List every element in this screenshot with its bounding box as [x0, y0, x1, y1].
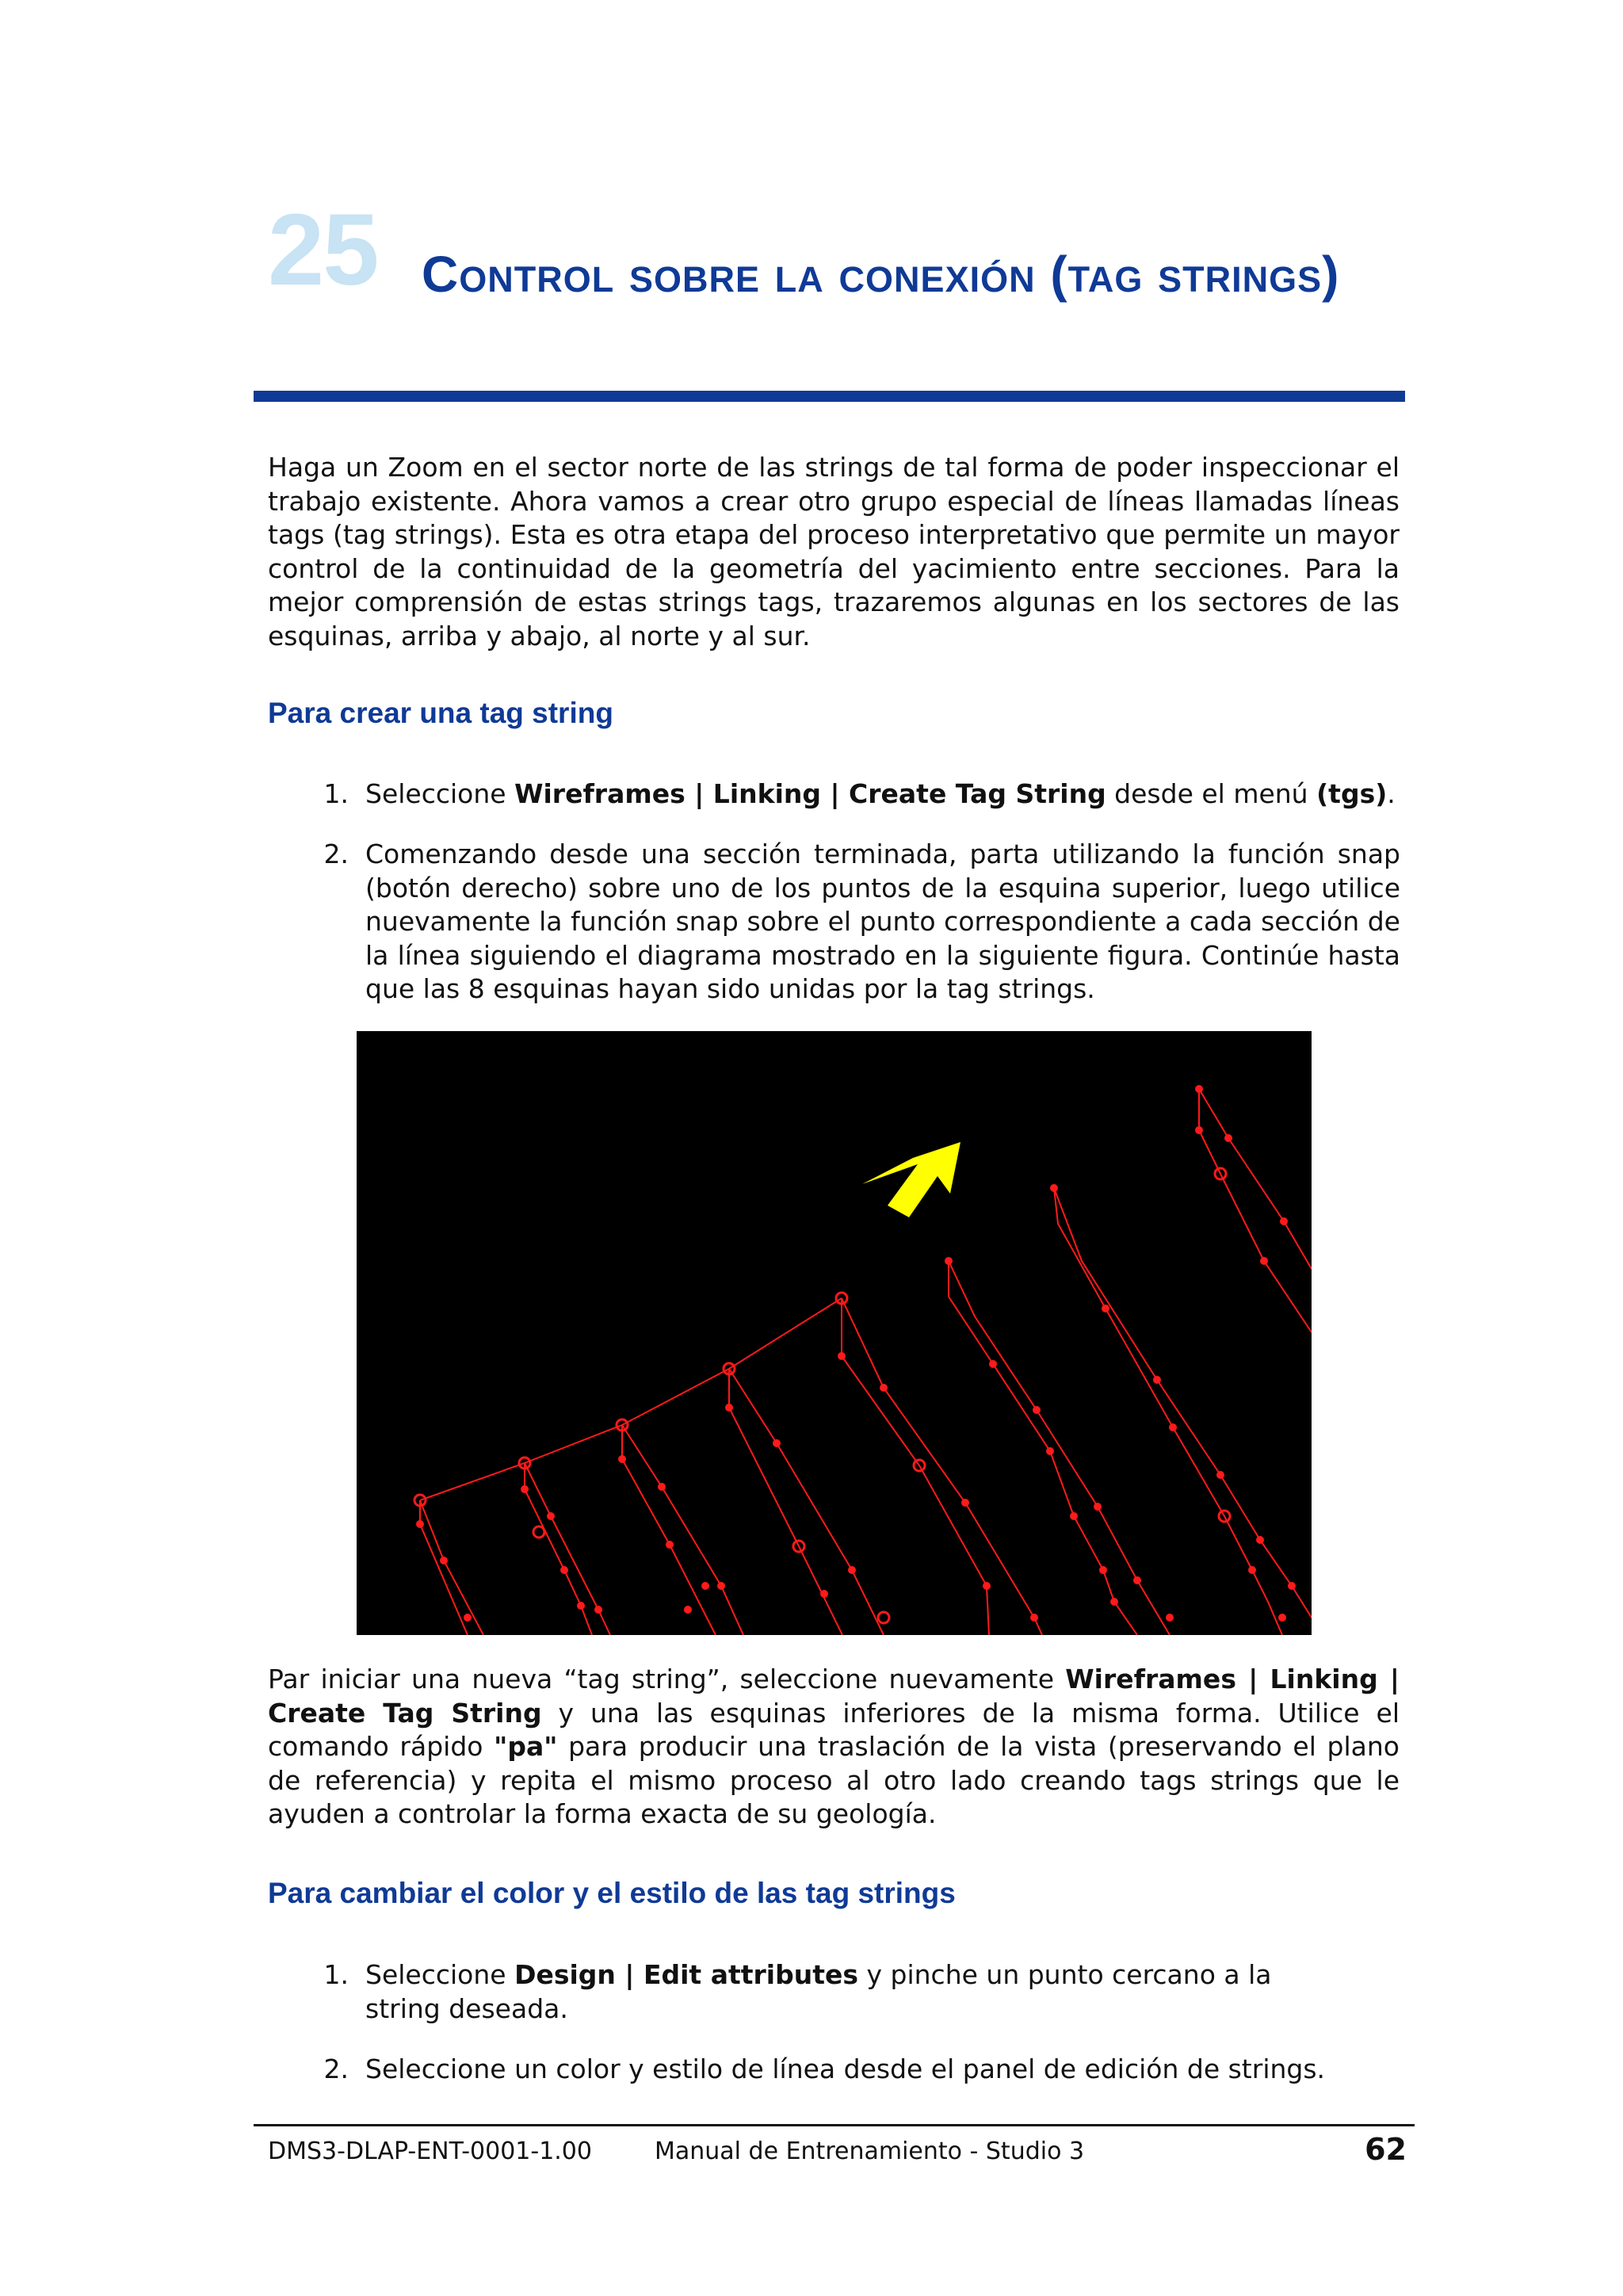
string-vertex-marker	[702, 1583, 708, 1589]
string-vertex-marker	[726, 1404, 732, 1411]
section-line	[1199, 1089, 1312, 1332]
section-line	[1054, 1188, 1282, 1635]
string-vertex-marker	[773, 1440, 780, 1446]
section-line	[622, 1425, 716, 1635]
string-vertex-marker	[945, 1258, 952, 1264]
string-vertex-marker	[1167, 1614, 1173, 1621]
string-vertex-marker	[1196, 1127, 1202, 1133]
menu-command: Wireframes | Linking | Create Tag String	[514, 778, 1106, 809]
string-vertex-marker	[1196, 1086, 1202, 1092]
string-vertex-marker	[1281, 1218, 1287, 1224]
step-text: Comenzando desde una sección terminada, parta utilizando la función snap (botón derecho) sobre uno de los puntos de la esquina superior, luego utilice nuevamente la función snap sobre el punto correspondiente a cada sección de la línea siguiendo el diagrama mostrado en la siguiente figura. Continúe hasta que las 8 esquinas hayan sido unidas por la tag strings.	[365, 839, 1400, 1004]
string-vertex-marker	[685, 1606, 691, 1613]
section-heading-change-color: Para cambiar el color y el estilo de las tag strings	[268, 1877, 956, 1909]
arrow-up-right-icon	[862, 1142, 960, 1217]
paragraph-new-tag-string: Par iniciar una nueva “tag string”, seleccione nuevamente Wireframes | Linking | Create Tag String y una las esquinas inferiores de la misma forma. Utilice el comando rápido "pa" para producir una traslación de la vista (preservando el plano de referencia) y repita el mismo proceso al otro lado creando tags strings que le ayuden a controlar la forma exacta de su geología.	[268, 1664, 1400, 1829]
tag-string-line	[420, 1298, 842, 1500]
step-number: 1.	[323, 778, 349, 809]
string-vertex-marker	[1033, 1407, 1040, 1413]
section-heading-create-tag-string: Para crear una tag string	[268, 697, 613, 729]
section-line	[842, 1298, 1042, 1635]
wireframe-view	[357, 1031, 1312, 1635]
string-vertex-marker	[1249, 1567, 1255, 1573]
string-vertex-marker	[1102, 1305, 1109, 1312]
string-vertex-marker	[561, 1567, 567, 1573]
string-vertex-marker	[838, 1353, 845, 1359]
string-vertex-marker	[849, 1567, 855, 1573]
string-vertex-marker	[878, 1612, 889, 1623]
shortcut-code: (tgs)	[1316, 778, 1388, 809]
page-number: 62	[1365, 2132, 1407, 2167]
string-vertex-marker	[1047, 1448, 1053, 1454]
string-vertex-marker	[1170, 1424, 1176, 1431]
menu-command: Design | Edit attributes	[514, 1959, 859, 1990]
section-line	[622, 1425, 743, 1635]
string-vertex-marker	[962, 1499, 968, 1506]
string-vertex-marker	[1217, 1472, 1224, 1478]
section-line	[1054, 1188, 1312, 1618]
string-vertex-marker	[464, 1614, 471, 1621]
string-vertex-marker	[1225, 1135, 1232, 1141]
string-vertex-marker	[1257, 1537, 1263, 1543]
section-line	[949, 1261, 1137, 1635]
string-vertex-marker	[880, 1385, 887, 1391]
shortcut-code: "pa"	[494, 1731, 558, 1762]
string-vertex-marker	[1094, 1503, 1101, 1510]
string-vertex-marker	[1071, 1513, 1077, 1519]
string-vertex-marker	[619, 1456, 625, 1462]
string-vertex-marker	[1111, 1599, 1117, 1605]
string-vertex-marker	[548, 1513, 554, 1519]
string-vertex-marker	[718, 1583, 724, 1589]
step-text: Seleccione un color y estilo de línea desde el panel de edición de strings.	[365, 2053, 1326, 2084]
string-vertex-marker	[533, 1526, 544, 1538]
step-number: 2.	[323, 2053, 349, 2084]
string-vertex-marker	[1100, 1567, 1106, 1573]
string-vertex-marker	[1279, 1614, 1285, 1621]
step-number: 1.	[323, 1959, 349, 1990]
menu-command: Wireframes | Linking | Create Tag String	[268, 1664, 1400, 1729]
chapter-number: 25	[268, 193, 378, 307]
step-number: 2.	[323, 839, 349, 869]
string-vertex-marker	[1134, 1577, 1140, 1584]
string-vertex-marker	[1261, 1258, 1267, 1264]
string-vertex-marker	[441, 1557, 447, 1564]
footer-rule	[254, 2124, 1415, 2126]
tag-string-figure	[357, 1031, 1312, 1635]
string-vertex-marker	[983, 1583, 990, 1589]
intro-paragraph: Haga un Zoom en el sector norte de las strings de tal forma de poder inspeccionar el trabajo existente. Ahora vamos a crear otro grupo especial de líneas llamadas líneas tags (tag strings). Esta es otra etapa del proceso interpretativo que permite un mayor control de la continuidad de la geometría del yacimiento entre secciones. Para la mejor comprensión de estas strings tags, trazaremos algunas en los sectores de las esquinas, arriba y abajo, al norte y al sur.	[268, 452, 1400, 651]
title-rule	[254, 391, 1405, 402]
string-vertex-marker	[595, 1606, 601, 1613]
string-vertex-marker	[578, 1603, 584, 1609]
footer-manual-title: Manual de Entrenamiento - Studio 3	[655, 2137, 1085, 2165]
section-line	[729, 1369, 884, 1635]
string-vertex-marker	[1051, 1185, 1057, 1191]
string-vertex-marker	[1289, 1583, 1295, 1589]
string-vertex-marker	[990, 1361, 996, 1367]
string-vertex-marker	[1031, 1614, 1037, 1621]
string-vertex-marker	[521, 1486, 528, 1492]
string-vertex-marker	[821, 1591, 827, 1597]
step-text: Seleccione Design | Edit attributes y pinche un punto cercano a la string deseada.	[365, 1959, 1272, 2024]
string-vertex-marker	[666, 1541, 673, 1548]
section-line	[420, 1500, 483, 1635]
step-text: Seleccione Wireframes | Linking | Create Tag String desde el menú (tgs).	[365, 778, 1396, 809]
string-vertex-marker	[417, 1521, 423, 1527]
chapter-title: Control sobre la conexión (tag strings)	[422, 246, 1340, 303]
footer-doc-code: DMS3-DLAP-ENT-0001-1.00	[268, 2137, 592, 2165]
string-vertex-marker	[659, 1484, 665, 1490]
string-vertex-marker	[1154, 1377, 1160, 1383]
section-line	[842, 1298, 989, 1635]
